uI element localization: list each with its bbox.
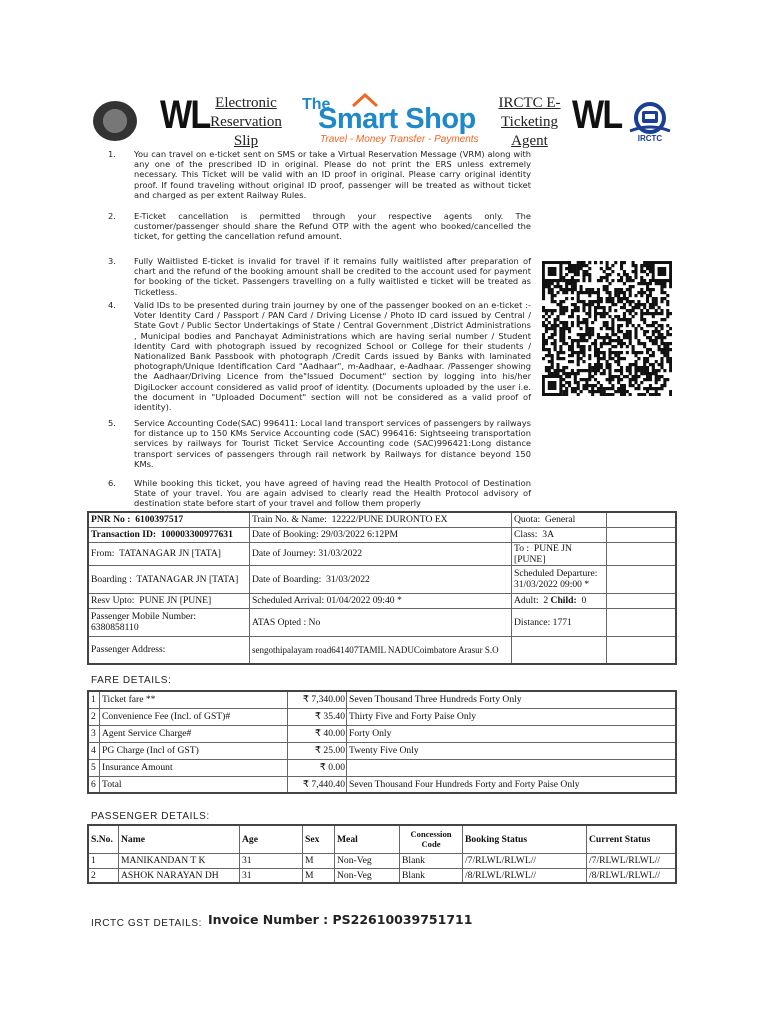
passenger-cell: Non-Veg <box>335 853 400 868</box>
scheduled-arrival-cell: Scheduled Arrival: 01/04/2022 09:40 * <box>250 593 512 608</box>
passenger-details-table <box>87 824 677 884</box>
fare-row-words: Seven Thousand Three Hundreds Forty Only <box>347 691 677 708</box>
passenger-column-header: Booking Status <box>463 825 587 853</box>
fare-row <box>88 742 676 759</box>
ticket-details-table <box>87 511 677 665</box>
government-emblem-icon <box>93 101 137 141</box>
instruction-text: E-Ticket cancellation is permitted through your respective agents only. The customer/passenger should share the Refund OTP with the agent who booked/cancelled the ticket, for getting the cancellation refund amount. <box>134 211 531 242</box>
fare-row-label: Convenience Fee (Incl. of GST)# <box>100 708 288 725</box>
instruction-number: 5. <box>108 418 116 428</box>
irctc-agent-title: IRCTC E-Ticketing Agent <box>498 95 561 149</box>
fare-details-heading: FARE DETAILS: <box>91 675 172 686</box>
fare-row-number: 2 <box>88 708 100 725</box>
fare-row <box>88 691 676 708</box>
atas-cell: ATAS Opted : No <box>250 608 512 636</box>
fare-row-words: Twenty Five Only <box>347 742 677 759</box>
empty-cell <box>607 565 677 593</box>
passenger-cell: Blank <box>400 853 463 868</box>
passenger-cell: /8/RLWL/RLWL// <box>463 868 587 883</box>
passenger-row <box>88 868 676 883</box>
journey-date-cell: Date of Journey: 31/03/2022 <box>250 542 512 565</box>
fare-row-words <box>347 759 677 776</box>
from-cell: From: TATANAGAR JN [TATA] <box>88 542 250 565</box>
smart-shop-logo-text: Smart Shop <box>318 103 476 135</box>
instruction-text: Service Accounting Code(SAC) 996411: Local land transport services of passengers by railways for distance up to 150 KMs Service Accounting code (SAC) 996416: Sightseeing transportation services by railways for Tourist Ticket Service Accounting code (SAC)996421:Long distance transport services of passengers through rail network by Railways for distance beyond 150 KMs. <box>134 418 531 469</box>
address-value-cell: sengothipalayam road641407TAMIL NADUCoimbatore Arasur S.O <box>250 636 512 664</box>
mobile-cell: Passenger Mobile Number: 6380858110 <box>88 608 250 636</box>
passenger-cell: 2 <box>88 868 119 883</box>
pnr-cell: PNR No : 6100397517 <box>88 512 250 527</box>
rupee-icon: ₹ <box>314 745 321 756</box>
passenger-cell: 1 <box>88 853 119 868</box>
instruction-number: 6. <box>108 478 116 488</box>
boarding-date-cell: Date of Boarding: 31/03/2022 <box>250 565 512 593</box>
passenger-column-header: Age <box>240 825 303 853</box>
pnr-value: 6100397517 <box>135 514 184 526</box>
passenger-cell: MANIKANDAN T K <box>119 853 240 868</box>
wl-mark-left: WL <box>160 93 210 137</box>
fare-row-label: Total <box>100 776 288 793</box>
fare-row-number: 4 <box>88 742 100 759</box>
fare-row-amount-cell <box>288 759 347 776</box>
fare-row <box>88 776 676 793</box>
fare-row-amount-cell <box>288 742 347 759</box>
to-cell: To : PUNE JN [PUNE] <box>512 542 607 565</box>
fare-row <box>88 759 676 776</box>
fare-row-label: Agent Service Charge# <box>100 725 288 742</box>
passenger-cell: 31 <box>240 868 303 883</box>
instruction-number: 3. <box>108 256 116 266</box>
passenger-cell: Non-Veg <box>335 868 400 883</box>
passenger-cell: /8/RLWL/RLWL// <box>587 868 677 883</box>
instruction-number: 2. <box>108 211 116 221</box>
passenger-cell: /7/RLWL/RLWL// <box>587 853 677 868</box>
instruction-number: 4. <box>108 300 116 310</box>
passenger-header-row <box>88 825 676 853</box>
passenger-column-header: Name <box>119 825 240 853</box>
empty-cell <box>607 512 677 527</box>
passenger-cell: ASHOK NARAYAN DH <box>119 868 240 883</box>
instruction-text: You can travel on e-ticket sent on SMS or take a Virtual Reservation Message (VRM) along with any one of the prescribed ID in original. Please do not print the ERS unless extremely necessary. This Ticket will be valid with an ID proof in original. Please carry original identity proof. If found traveling without original ID proof, passenger will be treated as without ticket and charged as per extent Railway Rules. <box>134 149 531 200</box>
train-cell: Train No. & Name: 12222/PUNE DURONTO EX <box>250 512 512 527</box>
fare-row-amount: 40.00 <box>323 728 345 739</box>
logo-the-text: The <box>302 96 331 113</box>
empty-cell <box>607 608 677 636</box>
fare-row-amount-cell <box>288 691 347 708</box>
rupee-icon: ₹ <box>314 728 321 739</box>
transaction-cell: Transaction ID: 100003300977631 <box>88 527 250 542</box>
empty-cell <box>512 636 607 664</box>
fare-row-amount: 35.40 <box>323 711 345 722</box>
transaction-id: 100003300977631 <box>160 529 233 540</box>
fare-row-amount: 25.00 <box>323 745 345 756</box>
quota-cell: Quota: General <box>512 512 607 527</box>
fare-row-number: 5 <box>88 759 100 776</box>
irctc-gst-heading: IRCTC GST DETAILS: <box>91 918 203 929</box>
fare-row <box>88 725 676 742</box>
empty-cell <box>607 593 677 608</box>
passenger-column-header: Sex <box>303 825 335 853</box>
fare-row-words: Thirty Five and Forty Paise Only <box>347 708 677 725</box>
passenger-cell: M <box>303 868 335 883</box>
irctc-logo-label: IRCTC <box>637 134 663 143</box>
qr-code <box>542 261 672 396</box>
address-label-cell: Passenger Address: <box>88 636 250 664</box>
fare-details-table <box>87 690 677 794</box>
fare-row-words: Seven Thousand Four Hundreds Forty and Forty Paise Only <box>347 776 677 793</box>
rupee-icon: ₹ <box>302 778 310 790</box>
fare-row-amount: 7,440.40 <box>311 778 345 790</box>
fare-row-amount-cell <box>288 708 347 725</box>
rupee-icon: ₹ <box>302 694 310 706</box>
rupee-icon: ₹ <box>314 711 321 722</box>
irctc-logo-icon <box>626 101 674 143</box>
mobile-value: 6380858110 <box>91 622 139 633</box>
rupee-icon: ₹ <box>319 762 326 773</box>
fare-row-label: PG Charge (Incl of GST) <box>100 742 288 759</box>
passenger-column-header: Meal <box>335 825 400 853</box>
invoice-number: Invoice Number : PS22610039751711 <box>208 912 473 927</box>
instruction-text: Fully Waitlisted E-ticket is invalid for travel if it remains fully waitlisted after preparation of chart and the refund of the booking amount shall be credited to the account used for payment for booking of the ticket. Passengers travelling on a fully waitlisted e ticket will be treated as Ticketless. <box>134 256 531 297</box>
passenger-cell: 31 <box>240 853 303 868</box>
empty-cell <box>607 636 677 664</box>
wl-mark-right: WL <box>572 93 622 137</box>
fare-row <box>88 708 676 725</box>
fare-row-words: Forty Only <box>347 725 677 742</box>
distance-cell: Distance: 1771 <box>512 608 607 636</box>
adult-child-cell: Adult: 2 Child: 0 <box>512 593 607 608</box>
instruction-number: 1. <box>108 149 116 159</box>
passenger-column-header: S.No. <box>88 825 119 853</box>
logo-tagline: Travel - Money Transfer - Payments <box>320 134 479 145</box>
fare-row-number: 3 <box>88 725 100 742</box>
passenger-cell: Blank <box>400 868 463 883</box>
class-cell: Class: 3A <box>512 527 607 542</box>
passenger-column-header: Current Status <box>587 825 677 853</box>
fare-row-label: Ticket fare ** <box>100 691 288 708</box>
fare-row-amount: 0.00 <box>328 762 345 773</box>
fare-row-amount-cell <box>288 725 347 742</box>
passenger-details-heading: PASSENGER DETAILS: <box>91 811 210 822</box>
passenger-cell: /7/RLWL/RLWL// <box>463 853 587 868</box>
boarding-cell: Boarding : TATANAGAR JN [TATA] <box>88 565 250 593</box>
fare-row-number: 6 <box>88 776 100 793</box>
empty-cell <box>607 527 677 542</box>
instruction-text: While booking this ticket, you have agreed of having read the Health Protocol of Destination State of your travel. You are again advised to clearly read the Health Protocol advisory of destination state before start of your travel and follow them properly <box>134 478 531 509</box>
passenger-row <box>88 853 676 868</box>
electronic-reservation-slip-title: Electronic Reservation Slip <box>210 95 282 149</box>
scheduled-departure-cell: Scheduled Departure: 31/03/2022 09:00 * <box>512 565 607 593</box>
fare-row-label: Insurance Amount <box>100 759 288 776</box>
empty-cell <box>607 542 677 565</box>
instruction-text: Valid IDs to be presented during train journey by one of the passenger booked on an e-ticket :- Voter Identity Card / Passport / PAN Card / Driving License / Photo ID card issued by Central / State Govt / Public Sector Undertakings of State / Central Government ,District Administrations , Municipal bodies and Panchayat Administrations which are having serial number / Student Identity Card with photograph issued by recognized School or College for their students / Nationalized Bank Passbook with photograph /Credit Cards issued by Banks with laminated photograph/Unique Identification Card "Aadhaar", m-Aadhaar, e-Aadhaar. /Passenger showing the Aadhaar/Driving Licence from the"Issued Document" section by logging into his/her DigiLocker account considered as valid proof of identity. (Documents uploaded by the user i.e. the document in "Uploaded Document" section will not be considered as a valid proof of identity). <box>134 300 531 413</box>
booking-date-cell: Date of Booking: 29/03/2022 6:12PM <box>250 527 512 542</box>
train-value: 12222/PUNE DURONTO EX <box>331 514 448 526</box>
passenger-column-header: Concession Code <box>400 825 463 853</box>
fare-row-number: 1 <box>88 691 100 708</box>
fare-row-amount: 7,340.00 <box>311 694 345 706</box>
passenger-cell: M <box>303 853 335 868</box>
resv-upto-cell: Resv Upto: PUNE JN [PUNE] <box>88 593 250 608</box>
fare-row-amount-cell <box>288 776 347 793</box>
